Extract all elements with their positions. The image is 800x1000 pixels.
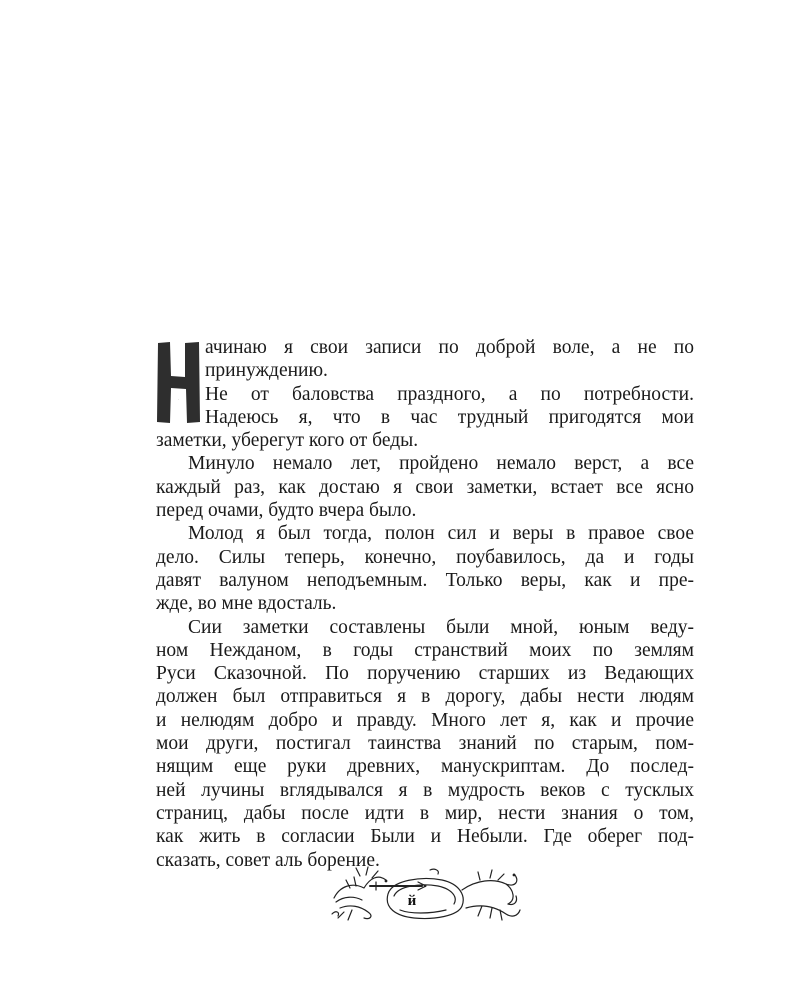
paragraph-2 [156, 452, 694, 522]
paragraph-3 [156, 522, 694, 615]
main-text [156, 336, 694, 872]
text-line: давят валуном неподъемным. Только веры, как и пре- [156, 569, 694, 591]
text-line: Молод я был тогда, полон сил и веры в правое свое [188, 523, 694, 545]
text-line: принуждению. [205, 360, 328, 382]
dropcap-text: Н [178, 400, 179, 401]
text-line: жде, во мне вдосталь. [156, 593, 337, 615]
text-line: Надеюсь я, что в час трудный пригодятся мои [205, 406, 694, 428]
paragraph-1 [156, 336, 694, 452]
text-line: страниц, дабы после идти в мир, нести знания о том, [156, 802, 694, 824]
page-number: й [407, 893, 417, 909]
text-line: Минуло немало лет, пройдено немало верст, а все [188, 453, 694, 475]
dropcap-letter [156, 340, 201, 425]
text-line: Сии заметки составлены были мной, юным веду- [188, 616, 694, 638]
text-line: нящим еще руки древних, манускриптам. До послед- [156, 756, 694, 778]
text-line: должен был отправиться я в дорогу, дабы нести людям [156, 686, 694, 708]
dragon-ornament-icon [330, 866, 524, 922]
text-line: ней лучины вглядывался я в мудрость веков с тусклых [156, 779, 694, 801]
text-line: ачинаю я свои записи по доброй воле, а не по [205, 337, 694, 358]
text-line: как жить в согласии Были и Небыли. Где оберег под- [156, 826, 694, 848]
text-line: Не от баловства праздного, а по потребности. [205, 383, 694, 405]
text-line: Руси Сказочной. По поручению старших из Ведающих [156, 663, 694, 685]
text-line: заметки, уберегут кого от беды. [156, 430, 419, 452]
text-line: и нелюдям добро и правду. Много лет я, как и прочие [156, 709, 694, 731]
text-line: перед очами, будто вчера было. [156, 500, 417, 522]
paragraph-4 [156, 616, 694, 872]
text-line: дело. Силы теперь, конечно, поубавилось, да и годы [156, 546, 694, 568]
text-line: мои други, постигал таинства знаний по старым, пом- [156, 733, 694, 755]
text-line: каждый раз, как достаю я свои заметки, встает все ясно [156, 476, 694, 498]
text-line: сказать, совет аль борение. [156, 849, 380, 871]
text-line: ном Нежданом, в годы странствий моих по землям [156, 639, 694, 661]
